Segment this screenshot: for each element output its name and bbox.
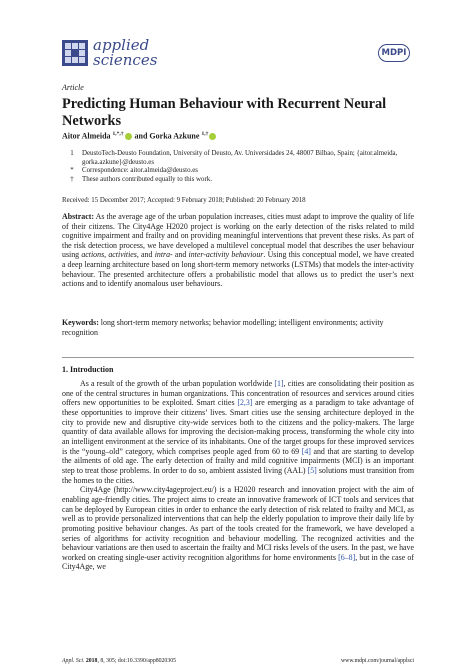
paragraph-text: are emerging as a paradigm to take advantage of these opportunities to improve their citizens’ lives. Smart cities use the sensing architecture deployed in the city to provide new and disruptive city-wide services both to the citizens and the policy-makers. The large quantity of data available allows for improving the decision-making process, transforming the whole city into an intelligent environment at the service of its inhabitants. One of the target groups for these improved services is the “young–old” category, which comprises people aged from 60 to 69 — [62, 398, 415, 456]
paper-title: Predicting Human Behaviour with Recurrent Neural Networks — [62, 96, 387, 129]
page-footer — [62, 658, 414, 664]
paragraph-text: , cities are consolidating their position as one of the central structures in human organizations. This concentration of resources and services around cities offers new opportunities to be exploited. Smart cities — [62, 379, 415, 408]
citation-link[interactable]: [2,3] — [237, 398, 253, 408]
publication-dates: Received: 15 December 2017; Accepted: 9 February 2018; Published: 20 February 2018 — [62, 197, 306, 204]
section-heading: 1. Introduction — [62, 365, 114, 374]
keywords-text: long short-term memory networks; behavior modelling; intelligent environments; activity recognition — [62, 318, 384, 337]
publisher-logo[interactable] — [378, 44, 410, 62]
paragraph — [62, 485, 414, 572]
journal-name-line2: sciences — [93, 51, 158, 69]
paragraph-text: As a result of the growth of the urban population worldwide — [80, 379, 275, 388]
keywords — [62, 318, 414, 337]
abstract — [62, 212, 414, 289]
affiliation-text[interactable]: Correspondence: aitor.almeida@deusto.es — [82, 167, 198, 175]
abstract-text: . Using this conceptual model, we have created a deep learning architecture based on long short-term memory networks (LSTMs) that models the inter-activity behaviour. The presented architecture offers a probabilistic model that allows us to predict the user’s next actions and to identify anomalous user behaviours. — [62, 250, 415, 289]
citation-link[interactable]: [4] — [301, 446, 311, 456]
section-divider — [62, 357, 414, 358]
affiliation-text: These authors contributed equally to this work. — [82, 175, 212, 183]
abstract-text: and — [172, 250, 189, 260]
journal-logo — [62, 40, 88, 66]
paragraph-text: and that are starting to develop the ailments of old age. The early detection of frailty and mild cognitive impairments (MCI) is an important step to treat those problems. In order to do so, ambient assisted living (AAL) — [62, 446, 414, 475]
affiliation-text: DeustoTech-Deusto Foundation, University of Deusto, Av. Universidades 24, 48007 Bilbao, Spain; {aitor.almeida, gorka.azkune}@deusto.es — [82, 150, 398, 166]
paragraph — [62, 379, 414, 485]
keywords-label: Keywords: — [62, 318, 99, 327]
author-name[interactable]: Aitor Almeida — [62, 131, 111, 141]
affiliation-item — [62, 176, 407, 185]
abstract-label: Abstract: — [62, 212, 94, 221]
abstract-text: As the average age of the urban population increases, cities must adapt to improve the quality of life of their citizens. The City4Age H2020 project is working on the early detection of the risks related to mild cognitive impairment and frailty and on providing meaningful interventions that prevent these risks. As part of the risk detection process, we have developed a multilevel conceptual model that describes the user behaviour using — [62, 212, 414, 260]
author-list — [62, 131, 217, 141]
footer-doi[interactable]: , 8, 305; doi:10.3390/app8020305 — [97, 658, 177, 664]
orcid-icon[interactable] — [125, 133, 132, 140]
abstract-emphasis: activities — [108, 250, 137, 260]
journal-name-line1: applied — [93, 36, 150, 54]
abstract-emphasis: intra- — [154, 250, 173, 260]
affiliations — [62, 150, 407, 184]
author-name[interactable]: Gorka Azkune — [149, 131, 200, 141]
citation-link[interactable]: [6–8] — [338, 552, 356, 562]
paragraph-text: solutions must transition from the homes to the cities. — [62, 465, 414, 485]
abstract-text: , — [104, 250, 109, 260]
introduction-body — [62, 379, 414, 572]
author-marks: 1,*,† — [112, 131, 124, 137]
orcid-icon[interactable] — [209, 133, 216, 140]
author-marks: 1,† — [201, 131, 209, 137]
journal-name[interactable] — [93, 38, 157, 68]
citation-link[interactable]: [5] — [307, 465, 317, 475]
paragraph-text: City4Age (http://www.city4ageproject.eu/) is a H2020 research and innovation project with the aim of enabling age-friendly cities. The project aims to create an innovative framework of ICT tools and services that can be deployed by European cities in order to enhance the early detection of risk related to frailty and MCI, as well as to provide personalized interventions that can help the elderly population to improve their daily life by promoting positive behaviour changes. As part of the tools created for the framework, we have developed a series of algorithms for activity recognition and behaviour modelling. The recognized activities and the behaviour variations are then used to ascertain the frailty and MCI risks levels of the users. In the past, we have worked on creating single-user activity recognition algorithms for home environments — [62, 485, 414, 562]
citation-link[interactable]: [1] — [274, 379, 284, 388]
affiliation-mark: † — [70, 175, 74, 183]
footer-url[interactable]: www.mdpi.com/journal/applsci — [340, 658, 414, 664]
affiliation-item — [62, 167, 407, 176]
paragraph-text: , but in the case of City4Age, we — [62, 552, 414, 572]
affiliation-mark: * — [70, 167, 74, 175]
abstract-emphasis: inter-activity behaviour — [188, 250, 264, 260]
affiliation-item — [62, 150, 407, 167]
affiliation-mark: 1 — [70, 150, 74, 157]
publisher-name: MDPI — [381, 48, 407, 58]
abstract-text: , and — [136, 250, 155, 260]
article-type: Article — [62, 83, 84, 92]
footer-citation — [62, 658, 176, 664]
footer-journal: Appl. Sci. — [62, 658, 85, 664]
author-connector: and — [134, 131, 148, 141]
footer-year: 2018 — [85, 658, 98, 664]
abstract-emphasis: actions — [81, 250, 105, 260]
